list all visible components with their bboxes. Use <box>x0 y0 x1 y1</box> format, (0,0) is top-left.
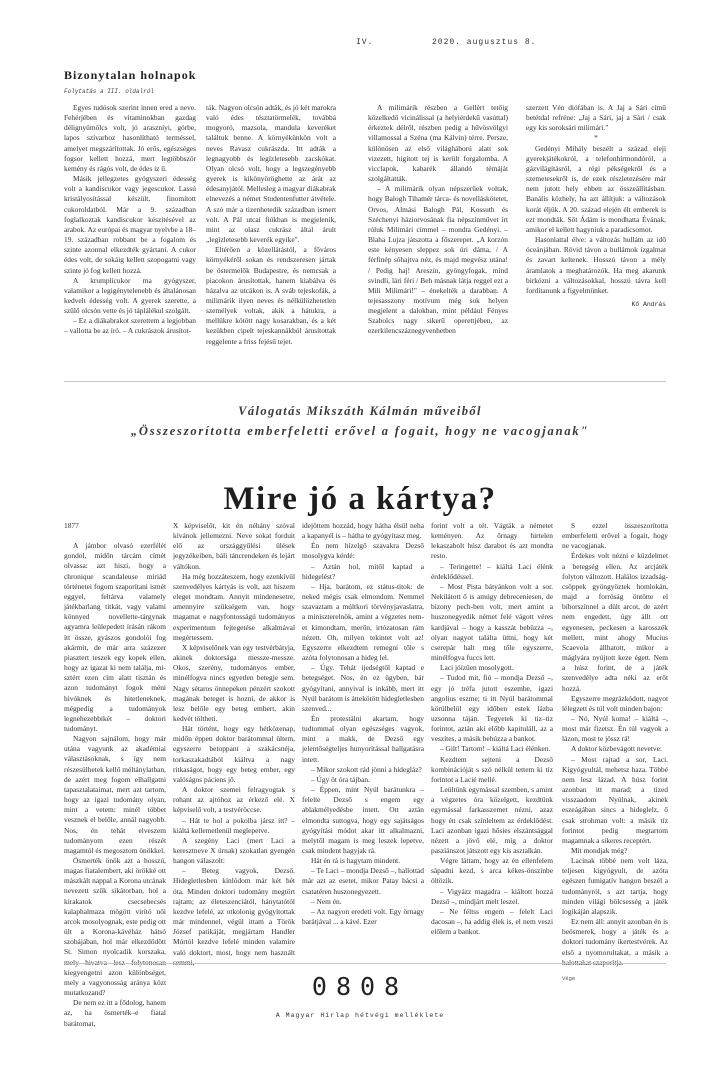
paragraph: – Éppen, mint Nyúl barátunkra – felelte Dezső s engem egy ablakmélyedésbe intett. Ott aztán elmondta suttogva, hogy egy sajátságos gyógyítási módot akar itt alkalmazni, melytől magam is meg leszek lepetve, csak mindent hagyjak rá. <box>302 785 424 855</box>
feature-column-1 <box>64 521 166 1029</box>
paragraph: Kezdtem sejteni a Dezső kombinációját s szó nélkül tettem ki tíz forintot a Lacié mellé. <box>431 754 553 784</box>
author-signature: Kő András <box>631 300 666 308</box>
paragraph: Hasonlattal élve: a változás hullám az idő óceánjában. Rövid távon a hullámok ízgalmat és zavart keltenek. Hosszú távon a mély áramlatok a meghatározók. Ha meg akarunk birkózni a változásokkal, hosszú távra kell fordítanunk a figyelmünket. <box>526 235 666 295</box>
paragraph: Hát én rá is hagytam mindent. <box>311 856 401 866</box>
paragraph: A doktor közbevágott nevetve: <box>571 744 662 754</box>
paragraph: Érdekes volt nézni e küzdelmet a betegség ellen. Az arcjáték folyton változott. Halálos izzadság-csöppek gyöngyöztek homlokán, majd a forróság öntötte el bíborszínnel a dült arcot, de azért nem engedett, úgy állt ott egyenesen, peckesen a karosszék mellett, mint ahogy Mucius Scaevola állhatott, mikor a máglyára nyújtott keze égett. Nem a húsz forint, de a játék szenvedélye adta néki az erőt hozzá. <box>562 551 668 693</box>
page-section-number: IV. <box>356 38 374 47</box>
paragraph: – Nó, Nyúl koma! – kiáltá –, most már fizetsz. Én túl vagyok a lázon, most te jössz rá! <box>562 713 668 744</box>
paragraph: X képviselőnek van egy testvérbátyja, akinek doktorsága messze-messze. Okos, szerény, tudományos ember, minélfogva nincs egyetlen betegje sem. Nagy sétaros önnepeken pénzért szokott magának beteget is hozni, de akkor is lesz belőle egy beteg embert, akin kedvét töltheti. <box>173 642 295 723</box>
continuation-caption: Folytatás a III. oldalról <box>64 88 155 95</box>
paragraph: – Tudod mit, fiú – mondja Dezső –, egy jó tréfa jutott eszembe, igazi angolius eszme; ti itt Nyúl barátommal körülbelül egy időben estek lázba uzsonna táján. Tegyetek ki tiz–tiz forintot, aztán aki előbb kapituláll, az a veszítes, a másik behúzza a bankot. <box>431 673 553 744</box>
paragraph: A doktor szemei felragyogtak s rohant az ajtóhoz az érkező elé. X képviselő volt, a testvéröccse. <box>173 785 295 815</box>
paragraph: – Te Laci – mondja Dezső –, hallottad már azt az esetet, mikor Patay bácsi a csatatéren huszonegyezett. <box>302 866 424 896</box>
paragraph: Hát történt, hogy egy hétközenap, midőn éppen doktor barátommal ültem, egyszerre betoppant a szakácsnéja, torkaszakadtából kiáltva a nagy ritkaságot, hogy egy beteg ember, egy valóságos páciens jő. <box>173 724 295 784</box>
issue-date: 2020. augusztus 8. <box>432 38 537 47</box>
feature-column-3 <box>302 521 424 927</box>
paragraph: De nem ez itt a fődolog, hanem az, ha ösmerték–e fiatal barátomat, <box>64 998 166 1028</box>
paragraph: Egyszerre megrázkódott, nagyot lélegzett és túl volt minden bajon: <box>562 693 668 713</box>
paragraph: – A milimárik olyan népszerűek voltak, hogy Balogh Tihamér tárca- és novelláskötetet, Orvos, Almási Balogh Pál, Kossuth és Széchenyi háziorvosának fia népszínművet írt róluk Milimári címmel – mondta Gedényi. – Blaha Lujza játszotta a főszerepet. „A korzón este kényesen sleppez sok úri dáma, / A férfinép sóhajtva néz, és majd megvész utána! / Pedig haj! Areszín, gyöngyfogak, mind svindli, lári féri / Beh másnak látja reggel ezt a Mili Milimári!" – énekelték a darabban. A tejesasszony motívum még sok helyen megjelent a dalokban, mint például Fényes Szabolcs nagy sikerű operettjében, az ezerkilencszáznegyvenhetben <box>368 184 508 336</box>
feature-column-2 <box>173 521 295 968</box>
paragraph: Ha még hozzáteszem, hogy ezenkívül szenvedélyes kártyás is volt, azt hiszem eleget mondtam. Annyit mindenesetre, amennyire szükségem van, hogy magamat e nagyfontosságú tudományos experimentum fejtegetése alkalmával megértessem. <box>173 571 295 642</box>
paragraph: X képviselőt, kit én néhány szóval kívánok jellemezni. Neve sokat forduit elő az országgyűlési ülések jegyzékeiben, báli táncrendeken és lejárt váltókon. <box>173 521 295 571</box>
feature-title: Mire jó a kártya? <box>223 481 497 517</box>
paragraph: Mit mondjak még? <box>571 846 628 855</box>
top-article-title: Bizonytalan holnapok <box>64 68 197 82</box>
paragraph: S ezzel összeszorította emberfeletti erővel a fogait, hogy ne vacogjanak. <box>562 521 668 551</box>
paragraph: – Úgy. Tehát ijedségtől kaptad e betegséget. Nos, én ez ügyben, bár gyógyítani, annyival is inkább, mert itt Nyúl barátom is áttekötött hidegletlesben szenved... <box>302 663 424 713</box>
section-divider <box>64 381 666 382</box>
paragraph: Másik jellegzetes gyógyszeri édesség volt a kandiscukor vagy jegescukor. Lassú kristályosítással készült, finomított cukoroldatból. Már a 9. században foglalkoztak kandiscukor készítésével az arabok. Az európai és magyar nyelvbe a 18–19. században robbant be a fogalom és szinte azonnal elkezdték gyártani. A cukor édes volt, de sokáig kellett szopogatni vagy szinte jó fog kellett hozzá. <box>64 174 196 275</box>
paragraph: – Mikor szokott rád jönni a hidegláz? <box>311 764 422 774</box>
feature-quote: „Összeszorította emberfeletti erővel a fogait, hogy ne vacogjanak" <box>130 424 590 438</box>
footer-divider <box>64 963 666 964</box>
paragraph: A milimárik részben a Gellért tetőig közelkedő vicinálissal (a helyiérdekű vasúttal) érkeztek délről, részben pedig a hűvösvölgyi villamossal a Széna (ma Kálvin) térre. Persze, különösen az első világháború alatt sok vizezett, higított tej is került forgalomba. A vicclapok, kabarék állandó témáját szolgáltatták. <box>368 103 508 184</box>
supplement-subtitle: A Magyar Hírlap hétvégi melléklete <box>275 1012 445 1019</box>
paragraph: – Ne féltss engem – felelt Laci dacosan –, ha addig élek is, el nem veszi előlem a bankot. <box>431 906 553 937</box>
paragraph: – Hát te hol a pokolba jársz itt? – kiáltá kellemetlenül meglepetve. <box>173 815 295 835</box>
paragraph: Végre láttam, hogy az én ellenfelem sápadni kezd, s arca kékes-önszínbe öltözik. <box>431 856 553 886</box>
paragraph: – Teringette! – kiáltá Laci élénk érdeklődéssel. <box>431 561 553 581</box>
paragraph: szerzett Vén diófában is. A Jaj a Sári című betétdal refréne: „Jaj a Sári, jaj a Sári / csak egy kis soroksári milimári." <box>526 103 666 133</box>
paragraph: A krumplicukor ma gyógyszer, valamikor a legigénytelenebb és általánosan kedvelt édesség volt. A gyerek szerette, a szülő olcsón vette és jó táplálékul szolgált. <box>64 275 196 316</box>
paragraph: Én nem hízelgő szavakra Dezső mosolygva kérdé: <box>302 541 424 561</box>
feature-column-4 <box>431 521 553 937</box>
paragraph: – Aztán hol, mitől kaptad a hidegelést? <box>302 561 424 581</box>
end-mark: Vége <box>562 974 576 982</box>
paragraph: – Most rajtad a sor, Laci. Kígyógyultál, mehetsz haza. Többé nem lesz lázad. A húsz forint azonban itt marad; a tized visszaadom Nyúlnak, akinek eszeágában sincs a hideglelz, ő csak strohman volt: a másik tíz forintot pedig megtartom magamnak a sikeres receptért. <box>562 754 668 845</box>
paragraph: – Az nagyon eredeti volt. Egy örnagy barátjával ... a kávé. Ezer <box>302 906 424 927</box>
top-article-column-4 <box>526 103 666 310</box>
top-article-column-2 <box>206 103 336 347</box>
paragraph: forint volt a tét. Vágták a németet keményen. Az őrnagy hirtelen lekaszabolt húsz darabot és azt mondta resto. <box>431 521 553 561</box>
paragraph: Ez nem áll: annyit azonban én is beösmerek, hogy a játék és a doktori tudomány ikertestvérek. Az első a nyomorultakat, a másik a <box>562 917 668 957</box>
feature-kicker: Válogatás Mikszáth Kálmán műveiből <box>238 404 482 418</box>
paragraph: – Ez a diákabrakot szerettem a legjobban – vallotta be az író. – A cukrászok árusítot- <box>64 316 196 336</box>
paragraph: Laci jóízűen mosolygott. <box>440 663 514 673</box>
paragraph: Ösmerték önök azt a hosszú, magas fiatalembert, aki örökké ott mászkált nappal a Korona utcának nevezett szűk sikátorban, hol a kirakatok csecsebecsés kalaphalmaza mögött virító női arcok mosolyognak, este pedig ott ült a Korona-kávéház hátsó szobájában, hol már elkezdődött St. Simon nyolcadik korszaka, kiegyengetni azon különbséget, mely a vagyonosság aránya közt mutatkozand? <box>64 856 166 998</box>
paragraph: idejöttem hozzád, hogy hátha élsül neha a kapanyél is – hátha te gyógyítasz meg. <box>302 521 424 541</box>
paragraph: ták. Nagyon olcsón adták, és jó két marokra való édes tésztatörmelék, továbbá mogyoró, mazsola, mandula keveréket találtuk benne. A környékünkön volt a neves Ravasz cukrászda. Itt adták a legnagyobb és legízletesebb zacskókat. Olyan olcsó volt, hogy a legszegényebb gyerek is kikönyöröghette az árát az édesanyjától. Mellesleg a magyar diákabrak elnevezés a német Studentenfutter átvétele. A szó már a tizenhetedik században ismert volt. A Pál utcai fiúkban is megjelenik, mint az olasz cukrász által árult „legízletesebb keverék egyike". <box>206 103 336 245</box>
paragraph: Eltérően a közellátástól, a főváros környékéről sokan és rendszeresen jártak be östermelők Budapestre, és nemcsak a piacokon árusítottak, hanem kiabálva és házalva az utcákon is. A sváb tejeskofák, a milimárik ilyen neves és nélkülözhetetlen személyek voltak, akik a hátukra, a mellükre kötött nagy kosarakban, és a két kezükben cipelt tejeskannákból árusítottak reggelente a friss fejésű tejet. <box>206 245 336 346</box>
section-separator-asterisk: * <box>594 133 598 143</box>
paragraph: – Gilt! Tartom! – kiáltá Laci élénken. <box>440 744 551 754</box>
paragraph: – Hja, barátom, ez státus-titok: de neked mégis csak elmondom. Nemmel szavaztam a múltkori törvényjavaslatra, a miniszterelnök, amint a végzetes nem-et kimondtam, merőn, irtózatosan rám nézett. Oh, milyen tekintet volt az! Egyszerre elkezdtem remegni tőle s azóta folytonosan a hideg lel. <box>302 581 424 663</box>
paragraph: A szegény Laci (mert Laci a keresztneve X úrnak) szokatlan gyengén hangon válaszolt: <box>173 835 295 866</box>
paragraph: Lacinak többé nem volt láza, teljesen kigyógyult, de azóta egészen fumigatív hangon beszél a tudományról, s azt tartja, hogy minden világi bölcsesség a játék logikáján alapszik. <box>562 856 668 916</box>
paragraph: Én protestálni akartam, hogy tudtommal olyan egészséges vagyok, mint a makk, de Dezső egy jelentőségteljes hunyorítással hallgatásra intett. <box>302 713 424 764</box>
paragraph: – Úgy öt óra tájban. <box>311 774 370 784</box>
supplement-logo: 0808 <box>311 972 409 1001</box>
top-article-column-1 <box>64 103 196 337</box>
paragraph: – Vigyázz magadra – kiáltott hozzá Dezső –, mindjárt melt leszel. <box>431 886 553 906</box>
paragraph: – Beteg vagyok, Dezső. Hidegletlesben kínlódom már két hét óta. Minden doktori tudomány megtört rajtam; az életeszenciától, hánytatótól kezdve lefelé, az otkolonig gyógyítottak már mindennel, végül ittam a Török József patikáját, megjártam Handler Mórtól kezdve lefelé minden valamire való doktort, most, hogy nem használt <box>173 866 295 957</box>
paragraph: Egyes tudósok szerint innen ered a neve. Fehérjében és vitaminokban gazdag délignyümölcs volt, jó araszníyi, görbe, lapos szívarhoz hasonlítható terméssel, amelyet megszárítottak. Jó erős, egészséges fogsor kellett hozzá, mert legtöbbször kemény és rágós volt, de édes íz ű. <box>64 103 196 173</box>
paragraph: Leültünk egymással szemben, s amint a végzetes óra közelgett, kezdtünk egymással farkasszemet nézni, azaz hogy én csak színleltem az érdeklődést. Laci azonban igazi hősies elszántsággal nézett a jövő elé, míg a doktor pasziánszot játszott egy kis asztalkán. <box>431 785 553 855</box>
feature-column-5 <box>562 521 668 984</box>
paragraph: Gedényi Mihály beszélt a század eleji gyerekjátékokról, a telefonhírmondóról, a gázvilágításról, a régi pékségekről és a szemetesekről is, de ezek részletezésére már nem jutott hely ebben az összeállításban. Banálís közhely, ha azt állítjuk: a változások korát éljük. A 20. század elején élt emberek is ezt mondták. Sőt Ádám is mondhatta Évának, amikor el kellett hagyniuk a paradicsomot. <box>526 143 666 234</box>
paragraph: A jámbor olvasó ezerfélét gondol, midőn tárcám címét olvassa: azt hiszi, hogy a chronique scandaleuse miriád történetei fogom szaporítani ismét eggyel, feltárva valamely játékbarlang titkát, vagy valami könnyed novellette-tárgynak agyamra leülepedett írásán rákom ítt össze, gyászos gondolói fog akármit, de már arra százezer piasztert teszek egy kopek ellen, hogy az igazat ki nem találja, misztért ezen cím alatt tisztán és azon tudományt fogok méni hivóknek és hitetleneknek, mégpedig a tudományok legnehezebbikét – doktori tudományt. <box>64 541 166 733</box>
paragraph: – Most Pista bátyánkon volt a sor. Nekilátott ő is amúgy debreceniesen, de bizony pech-ben volt, mert amint a huszonegyedik német felé vágott véres kardjával – hogy a kasszát bebüzza –, olyan nagyot találta üttni, hogy két cserepár halt meg tőle egyszerre, minélfogva fuccs lett. <box>431 581 553 663</box>
story-year: 1877 <box>64 521 79 530</box>
top-article-column-3 <box>368 103 508 337</box>
paragraph: – Nem én. <box>311 896 342 906</box>
paragraph: Nagyon sajnálom, hogy már utána vagyunk az akadémiai választásoknak, s így nem részesülhetek kellő méltánylatban, de azért meg fogom elhallgatni tapasztalataimat, mert azt tartom, hogy az igazi tudomány olyan, mint a vetem: minél többet vesznek el belőle, annál nagyobb. Nos, én tehát elveszem tudományom ezen részét magamtól és megosztom önökkel. <box>64 734 166 855</box>
